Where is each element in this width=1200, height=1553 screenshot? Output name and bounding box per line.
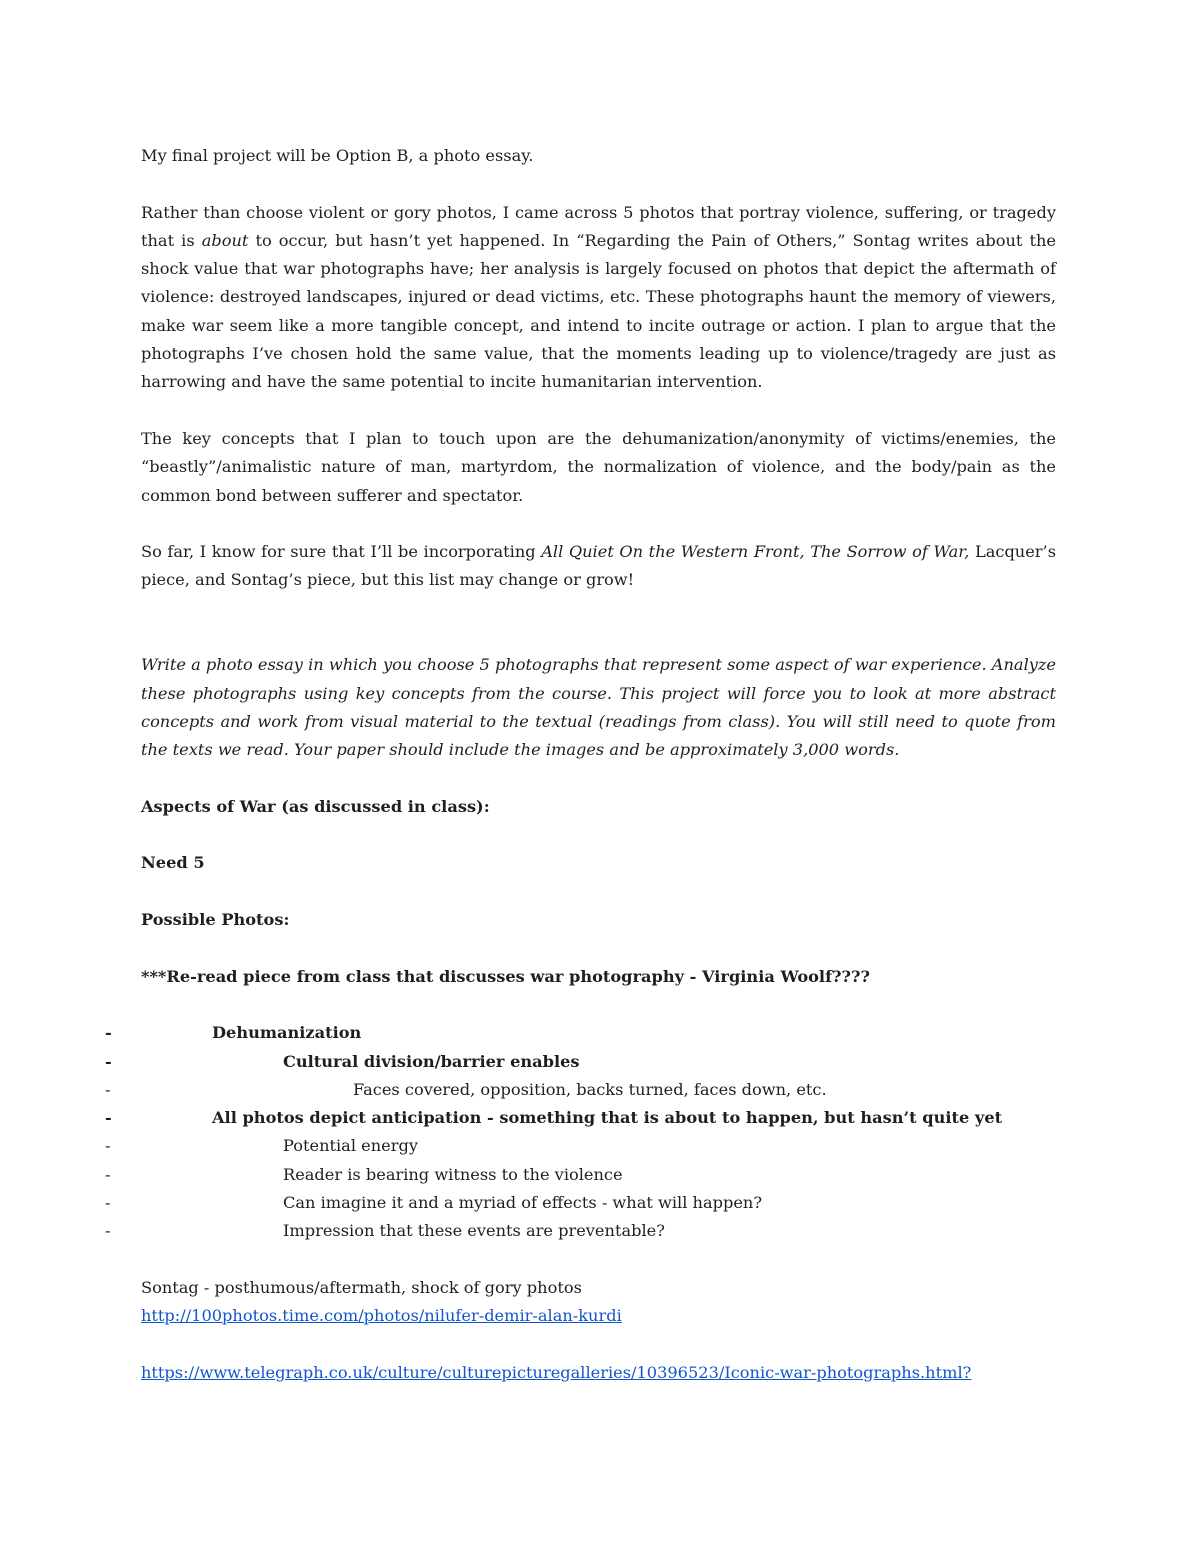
outline-item-potential-energy: Potential energy: [283, 1136, 418, 1156]
outline-item-faces-covered: Faces covered, opposition, backs turned, faces down, etc.: [353, 1079, 827, 1099]
list-dash: -: [105, 1221, 111, 1241]
reread-note: ***Re-read piece from class that discusses war photography - Virginia Woolf????: [141, 966, 870, 986]
list-dash: -: [105, 1108, 112, 1128]
paragraph-thesis-text-2: to occur, but hasn’t yet happened. In “Regarding the Pain of Others,” Sontag writes about the shock value that war photographs have; her analysis is largely focused on photos that depict the aftermath of violence: destroyed landscapes, injured or dead victims, etc. These photographs haunt the memory of viewers, make war seem like a more tangible concept, and intend to incite outrage or action. I plan to argue that the photographs I’ve chosen hold the same value, that the moments leading up to violence/tragedy are just as harrowing and have the same potential to incite humanitarian intervention.: [141, 230, 1056, 392]
paragraph-thesis-text-1: Rather than choose violent or gory photos, I came across 5 photos that portray violence, suffering, or tragedy that is: [141, 202, 1056, 250]
list-item: [105, 1161, 1056, 1189]
outline-item-preventable: Impression that these events are preventable?: [283, 1221, 665, 1241]
outline-list: [105, 1019, 1056, 1245]
list-dash: -: [105, 1164, 111, 1184]
need-heading: Need 5: [141, 853, 205, 873]
outline-item-cultural-division: Cultural division/barrier enables: [283, 1051, 580, 1071]
list-item: [105, 1132, 1056, 1160]
aspects-heading: Aspects of War (as discussed in class):: [141, 796, 490, 816]
telegraph-gallery-link[interactable]: https://www.telegraph.co.uk/culture/culturepicturegalleries/10396523/Iconic-war-photographs.html?: [141, 1362, 972, 1382]
sontag-note: Sontag - posthumous/aftermath, shock of gory photos: [141, 1277, 582, 1297]
document-body: [105, 142, 1056, 1415]
paragraph-thesis: [141, 199, 1056, 397]
paragraph-key-concepts: The key concepts that I plan to touch upon are the dehumanization/anonymity of victims/enemies, the “beastly”/animalistic nature of man, martyrdom, the normalization of violence, and the body/pain as the common bond between sufferer and spectator.: [141, 428, 1056, 505]
list-dash: -: [105, 1051, 112, 1071]
list-dash: -: [105, 1023, 112, 1043]
outline-item-dehumanization: Dehumanization: [212, 1023, 362, 1043]
list-item: [105, 1048, 1056, 1076]
list-dash: -: [105, 1192, 111, 1212]
list-item: [105, 1019, 1056, 1047]
list-dash: -: [105, 1079, 111, 1099]
outline-item-bearing-witness: Reader is bearing witness to the violence: [283, 1164, 623, 1184]
paragraph-thesis-emphasis: about: [201, 230, 249, 250]
link-paragraph-2: [141, 1359, 1056, 1387]
spacer: [141, 623, 1056, 651]
list-dash: -: [105, 1136, 111, 1156]
paragraph-sources-titles: All Quiet On the Western Front, The Sorrow of War,: [541, 542, 970, 562]
assignment-prompt: Write a photo essay in which you choose 5 photographs that represent some aspect of war experience. Analyze these photographs using key concepts from the course. This project will force you to look at more abstract concepts and work from visual material to the textual (readings from class). You will still need to quote from the texts we read. Your paper should include the images and be approximately 3,000 words.: [141, 655, 1056, 760]
list-item: [105, 1217, 1056, 1245]
link-paragraph-1: [141, 1302, 1056, 1330]
paragraph-sources-text-2: Lacquer’s piece, and Sontag’s piece, but this list may change or grow!: [141, 542, 1056, 590]
intro-line: My final project will be Option B, a photo essay.: [141, 146, 534, 165]
outline-item-anticipation: All photos depict anticipation - something that is about to happen, but hasn’t quite yet: [212, 1108, 1003, 1128]
paragraph-sources: [141, 538, 1056, 595]
list-item: [105, 1189, 1056, 1217]
list-item: [105, 1076, 1056, 1104]
paragraph-sources-text-1: So far, I know for sure that I’ll be incorporating: [141, 542, 542, 562]
list-item: [105, 1104, 1056, 1132]
possible-photos-heading: Possible Photos:: [141, 910, 290, 930]
outline-item-imagine-effects: Can imagine it and a myriad of effects - what will happen?: [283, 1192, 763, 1212]
time-photo-link[interactable]: http://100photos.time.com/photos/nilufer-demir-alan-kurdi: [141, 1306, 622, 1326]
